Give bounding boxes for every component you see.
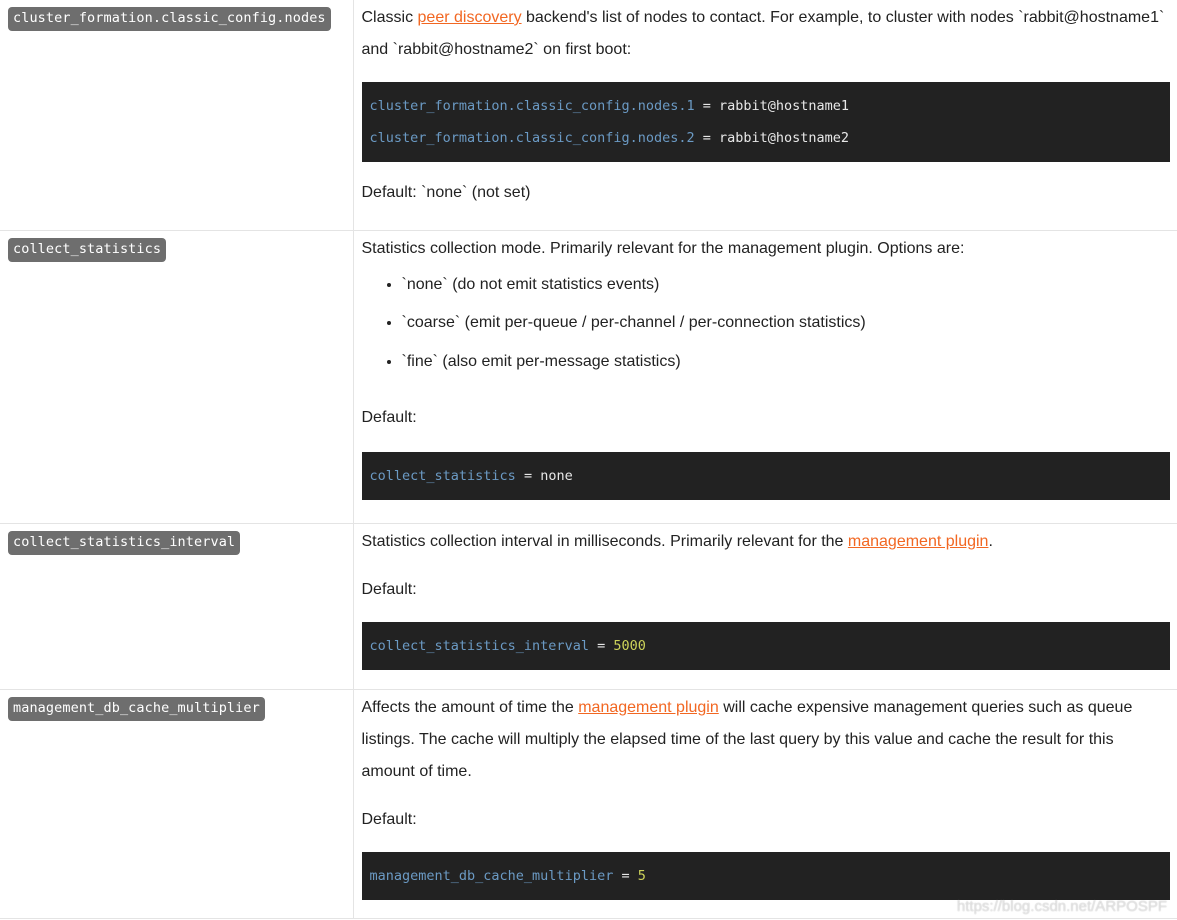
description-post: backend's list of nodes to contact. For example, to cluster with nodes `rabbit@hostname1` and `rabbit@hostname2` on first boot: bbox=[361, 9, 1165, 58]
code-value: rabbit@hostname1 bbox=[719, 98, 850, 114]
description-post: . bbox=[988, 532, 993, 550]
code-line bbox=[370, 460, 1163, 492]
code-key: collect_statistics bbox=[369, 467, 516, 484]
description-cell bbox=[353, 689, 1177, 918]
default-text: Default: `none` (not set) bbox=[361, 184, 531, 201]
default-label: Default: bbox=[361, 580, 417, 598]
list-item: • `none` (do not emit statistics events) bbox=[402, 275, 1171, 295]
config-key: collect_statistics_interval bbox=[8, 531, 240, 555]
table-row bbox=[0, 230, 1177, 523]
options-list bbox=[362, 275, 1171, 372]
description-text bbox=[362, 692, 1171, 788]
code-value: rabbit@hostname2 bbox=[719, 130, 850, 146]
code-key: cluster_formation.classic_config.nodes.1 bbox=[369, 98, 695, 114]
code-operator: = bbox=[694, 98, 719, 114]
code-block bbox=[362, 452, 1171, 500]
config-key: collect_statistics bbox=[8, 238, 166, 262]
code-operator: = bbox=[515, 467, 541, 484]
management-plugin-link[interactable]: management plugin bbox=[847, 532, 989, 550]
code-line bbox=[370, 122, 1163, 154]
description-pre: Statistics collection interval in milliseconds. Primarily relevant for the bbox=[361, 532, 848, 550]
config-key: management_db_cache_multiplier bbox=[8, 697, 265, 721]
description-cell bbox=[353, 523, 1177, 689]
code-key: cluster_formation.classic_config.nodes.2 bbox=[369, 130, 695, 146]
description-cell bbox=[353, 230, 1177, 523]
watermark: https://blog.csdn.net/ARPOSPF bbox=[956, 898, 1167, 915]
code-value: none bbox=[540, 467, 573, 484]
code-block bbox=[362, 622, 1171, 670]
description-pre: Classic bbox=[361, 9, 418, 26]
peer-discovery-link[interactable]: peer discovery bbox=[417, 9, 522, 26]
code-line bbox=[370, 860, 1163, 892]
code-value: 5000 bbox=[613, 637, 646, 654]
code-value: 5 bbox=[637, 867, 646, 884]
description-cell bbox=[353, 0, 1177, 230]
list-item: • `coarse` (emit per-queue / per-channel / per-connection statistics) bbox=[402, 313, 1171, 333]
code-line bbox=[370, 630, 1163, 662]
description-post: will cache expensive management queries such as queue listings. The cache will multiply the elapsed time of the last query by this value and cache the result for this amount of time. bbox=[361, 698, 1133, 780]
code-key: collect_statistics_interval bbox=[369, 637, 589, 654]
key-cell bbox=[0, 523, 353, 689]
description-pre: Affects the amount of time the bbox=[361, 698, 579, 716]
code-operator: = bbox=[613, 867, 638, 884]
code-operator: = bbox=[694, 130, 719, 146]
key-cell bbox=[0, 689, 353, 918]
description-text bbox=[362, 526, 1171, 558]
table-row bbox=[0, 523, 1177, 689]
code-line bbox=[370, 90, 1163, 122]
code-operator: = bbox=[588, 637, 614, 654]
list-item: • `fine` (also emit per-message statistics) bbox=[402, 352, 1171, 372]
code-key: management_db_cache_multiplier bbox=[369, 867, 614, 884]
key-cell bbox=[0, 0, 353, 230]
default-label: Default: bbox=[361, 408, 417, 426]
default-label: Default: bbox=[361, 810, 417, 828]
table-row bbox=[0, 689, 1177, 918]
description-text bbox=[362, 2, 1171, 66]
code-block bbox=[362, 852, 1171, 900]
description-text: Statistics collection mode. Primarily relevant for the management plugin. Options are: bbox=[361, 239, 965, 257]
table-row bbox=[0, 0, 1177, 230]
config-key: cluster_formation.classic_config.nodes bbox=[8, 7, 331, 31]
code-block bbox=[362, 82, 1171, 162]
key-cell bbox=[0, 230, 353, 523]
management-plugin-link[interactable]: management plugin bbox=[578, 698, 719, 716]
